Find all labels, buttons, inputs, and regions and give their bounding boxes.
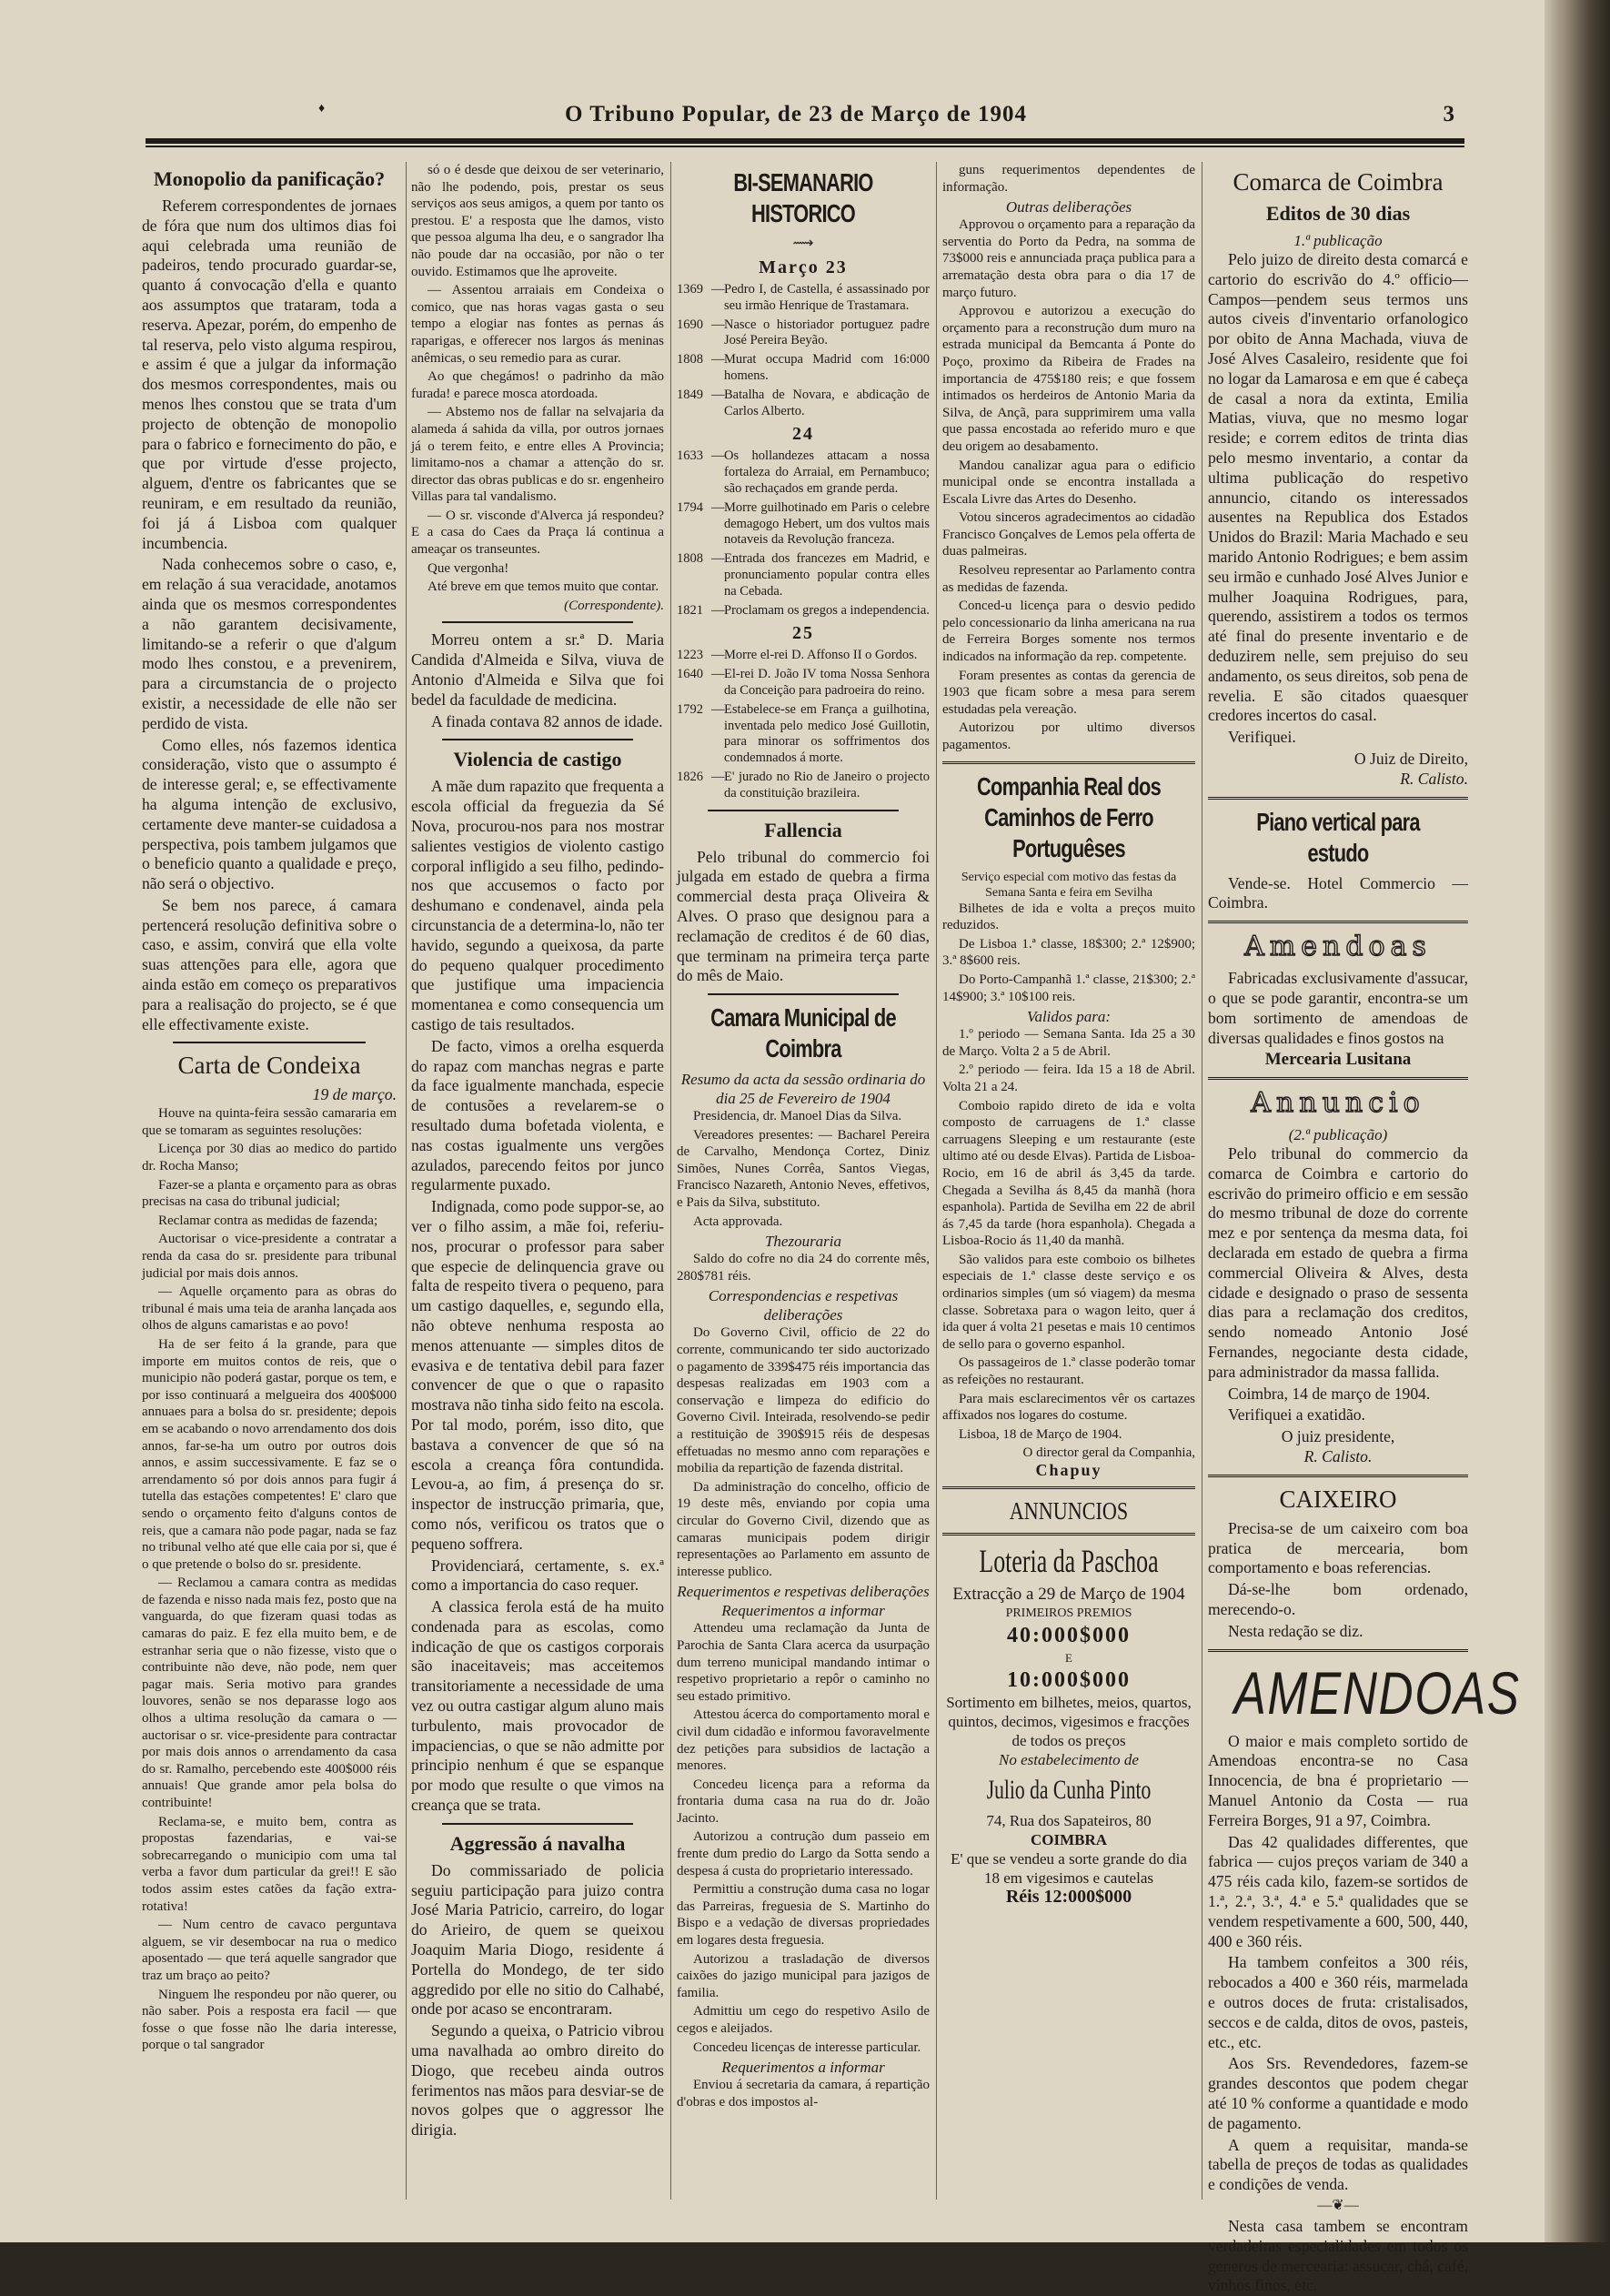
paragraph: Autorizou a trasladação de diversos caixões do jazigo municipal para jazigos de familia. [677, 1951, 930, 2000]
paragraph: Para mais esclarecimentos vêr os cartazes affixados nos logares do costume. [942, 1391, 1195, 1424]
paragraph: Conced-u licença para o desvio pedido pelo concessionario da linha americana na rua de Ferreira Borges somente nos termos indicados na informação da rep. competente. [942, 599, 1195, 665]
editos-title: Editos de 30 dias [1265, 202, 1411, 225]
camara-body [677, 1108, 930, 2110]
loteria-text: Sortimento em bilhetes, meios, quartos, quintos, decimos, vigesimos e fracções de todos os preços [946, 1693, 1192, 1749]
article-title-monopolio: Monopolio da panificação? [153, 167, 386, 190]
header-ornament: ♦ [318, 102, 327, 116]
paragraph: Do Porto-Campanhã 1.ª classe, 21$300; 2.ª 14$900; 3.ª 10$100 reis. [942, 972, 1195, 1004]
article-title-companhia: Companhia Real dos Caminhos de Ferro Portuguêses [977, 771, 1161, 862]
paragraph: Coimbra, 14 de março de 1904. [1228, 1384, 1431, 1403]
paragraph: Do Governo Civil, officio de 22 do corrente, communicando ter sido auctorizado o pagamento de 339$475 réis importancia das despesas realizadas em 1903 com a conservação e limpeza do edificio do Governo Civil. Inteirada, resolvendo-se pedir a restituição de 390$915 réis de despesas effetuadas no mesmo anno com reparações e mobilia da repartição de fazenda distrital. [677, 1325, 930, 1476]
column-rule [406, 162, 407, 2200]
obituary: Morreu ontem a sr.ª D. Maria Candida d'Almeida e Silva, viuva de Antonio d'Almeida e Silva que foi bedel da faculdade de medicina. [411, 630, 664, 709]
paragraph: Permittiu a construção duma casa no logar das Parreiras, freguesia de S. Martinho do Bispo e a vedação de diversas propriedades em logares desta freguesia. [677, 1882, 930, 1949]
paragraph: Fabricadas exclusivamente d'assucar, o que se pode garantir, encontra-se um bom sortimento de amendoas de diversas qualidades e finos gostos na [1208, 969, 1468, 1047]
paragraph: Os passageiros de 1.ª classe poderão tomar as refeições no restaurant. [942, 1355, 1195, 1388]
loteria-no: No estabelecimento de [999, 1750, 1139, 1768]
column-rule [936, 162, 937, 2200]
paragraph: Comboio rapido direto de ida e volta composto de carruagens de 1.ª classe carruagens Sleeping e um restaurante (este ultimo até ou desde Elvas). Partida de Lisboa-Rocio, em 16 de abril ás 3,45 da tarde. Chegada a Sevilha ás 8,45 da manhã (hora espanhola). Partida de Sevilha em 22 de abril ás 7,45 da tarde (hora espanhola). Chegada a Lisboa-Rocio ás 11,40 da manhã. [942, 1098, 1195, 1249]
paragraph: só o é desde que deixou de ser veterinario, não lhe podendo, pois, prestar os seus serviços aos seus amigos, a quem por tanto os prestou. E' a resposta que lhe damos, visto que pessoa alguma lha deu, e o sangrador lha não poude dar na occasião, por não o ter ouvido. Estimamos que lhe aproveite. [411, 163, 664, 279]
paragraph: De facto, vimos a orelha esquerda do rapaz com manchas negras e parte da face igualmente manchada, especie de contusões a revelarem-se o resultado duma bofetada violenta, e nas costas igualmente uns vergões azulados, parecendo feitos por junco regularmente puxado. [411, 1036, 664, 1194]
paragraph: Da administração do concelho, officio de 19 deste mês, enviando por copia uma circular do Governo Civil, dizendo que as camaras municipais podem dirigir representações ao Parlamento em assunto de interesse publico. [677, 1479, 930, 1579]
editos-signature: R. Calisto. [1400, 769, 1468, 788]
paragraph: Licença por 30 dias ao medico do partido dr. Rocha Manso; [142, 1142, 397, 1174]
companhia-signature: Chapuy [1035, 1461, 1102, 1479]
paragraph: Foram presentes as contas da gerencia de 1903 que ficam sobre a mesa para serem estudadas pela vereação. [942, 668, 1195, 717]
page-header [136, 102, 1455, 131]
loteria-premios-label: PRIMEIROS PREMIOS [1005, 1606, 1132, 1620]
amendoas-title: Amendoas [1244, 931, 1432, 963]
carta-body [142, 1105, 397, 2054]
divider [942, 761, 1195, 764]
list-item: 1792 — Estabelece-se em França a guilhotina, inventada pelo medico José Guillotin, para minorar os soffrimentos dos condemnados á morte. [677, 701, 930, 766]
amendoas-store: Mercearia Lusitana [1264, 1050, 1412, 1070]
loteria-subtitle: Extracção a 29 de Março de 1904 [952, 1584, 1185, 1604]
article-title-camara: Camara Municipal de Coimbra [710, 1003, 896, 1063]
divider [708, 993, 899, 995]
paragraph: guns requerimentos dependentes de informação. [942, 163, 1195, 195]
editos-juiz: O Juiz de Direito, [1353, 749, 1468, 768]
day-heading: 25 [792, 623, 814, 644]
list-item: 1223 — Morre el-rei D. Affonso II o Gordos. [677, 648, 918, 663]
article-title-aggressao: Aggressão á navalha [449, 1831, 626, 1855]
section-heading: Outras deliberações [1005, 198, 1132, 217]
caixeiro-title: CAIXEIRO [1279, 1485, 1397, 1513]
paragraph: Approvou o orçamento para a reparação da serventia do Porto da Pedra, na somma de 73$000 reis e annunciada praça publica para a arrematação desta obra para o dia 17 de março futuro. [942, 217, 1195, 300]
paragraph: Attestou ácerca do comportamento moral e civil dum cidadão e informou favoravelmente dez petições para subsidios de lactação a menores. [677, 1707, 930, 1774]
column-4 [942, 162, 1195, 2200]
paragraph: 1.º periodo — Semana Santa. Ida 25 a 30 de Março. Volta 2 a 5 de Abril. [942, 1027, 1195, 1059]
paragraph: — O sr. visconde d'Alverca já respondeu? E a casa do Caes da Praça lá continua a ameaçar os transeuntes. [411, 508, 664, 558]
comarca-title: Comarca de Coimbra [1233, 168, 1444, 196]
annuncio-publication: (2.ª publicação) [1288, 1126, 1388, 1144]
divider [942, 1533, 1195, 1536]
loteria-city: COIMBRA [1030, 1830, 1108, 1848]
paragraph: São validos para este comboio os bilhetes especiais de 1.ª classe deste serviço e os ordinarios simples (um só viagem) da mesma classe. Sobretaxa para o wagon leito, quer á ida quer á volta 21 pesetas e mais 10 centimos de sello para o governo espanhol. [942, 1252, 1195, 1352]
list-item: 1821 — Proclamam os gregos a independencia. [677, 602, 930, 618]
paragraph: A classica ferola está de ha muito condenada para as escolas, como indicação de que os castigos corporais são inaceitaveis; mas acceitemos transitoriamente a necessidade de uma vez ou outra castigar algum aluno mais turbulento, mais provocador de impaciencias, o que se não admitte por principio nenhum é que se espanque por modo que resulte o que vimos na creança que se trata. [411, 1597, 664, 1815]
paragraph: A quem a requisitar, manda-se tabella de preços de todas as qualidades e condições de venda. [1208, 2135, 1468, 2194]
section-heading: Thezouraria [764, 1233, 842, 1251]
list-item: 1826 — E' jurado no Rio de Janeiro o projecto da constituição brazileira. [677, 769, 930, 801]
paragraph: Vende-se. Hotel Commercio — Coimbra. [1208, 873, 1468, 912]
section-heading: Validos para: [1026, 1008, 1112, 1026]
paragraph: Referem correspondentes de jornaes de fóra que num dos ultimos dias foi aqui celebrada uma reunião de padeiros, tendo procurado guardar-se, quanto á convocação d'ella e quanto aos assumptos que trataram, toda a reserva. Apezar, porém, do empenho de tal reserva, pelo visto alguma respirou, e assim é que a julgar da informação dos mesmos correspondentes, mais ou menos lhes constou que se trata d'um projecto de obtenção de monopolio para o fabrico e fornecimento do pão, e que por virtude d'esse projecto, alguem, d'entre os fabricantes que se reuniram, e em resultado da reunião, foi já á Lisboa com qualquer incumbencia. [142, 196, 397, 552]
header-rule-thin [146, 146, 1464, 147]
signoff: (Correspondente). [564, 598, 664, 613]
paragraph: A mãe dum rapazito que frequenta a escola official da freguezia da Sé Nova, procurou-nos para nos mostrar salientes vestigios de violento castigo corporal infligido a seu filho, pedindo-nos que accusemos o facto por deshumano e condenavel, ainda pela circunstancia de a determina-lo, não ter havido, segundo a queixosa, da parte do pequeno qualquer procedimento que justifique uma impaciencia momentanea e como consequencia um castigo de tais resultados. [411, 777, 664, 1033]
section-subheading: Requerimentos a informar [721, 2059, 885, 2077]
column-rule [670, 162, 671, 2200]
list-item: 1690 — Nasce o historiador portuguez padre José Pereira Beyão. [677, 317, 930, 348]
companhia-director: O director geral da Companhia, [1022, 1445, 1195, 1461]
paragraph: Verifiquei a exatidão. [1228, 1405, 1365, 1425]
carta-continuation [411, 162, 664, 614]
paragraph: — Num centro de cavaco perguntava alguem, se vir desembocar na rua o medico aposentado — que terá aquelle sangrador que traz um braço ao peito? [142, 1918, 397, 1983]
paragraph: Approvou e autorizou a execução do orçamento para a reconstrução dum muro na estrada municipal da Bemcanta á Ponte do Poço, proximo da Ribeira de Frades na importancia de 475$180 reis; e que fossem intimados os herdeiros de Antonio Maria da Silva, de Ançã, para supprimirem uma valla que passa encostada ao referido muro e que deu origem ao desabamento. [942, 304, 1195, 454]
ornament: —❦— [1317, 2197, 1359, 2213]
paragraph: Dá-se-lhe bom ordenado, merecendo-o. [1208, 1580, 1468, 1619]
paragraph: Resolveu representar ao Parlamento contra as medidas de fazenda. [942, 563, 1195, 595]
paragraph: Fazer-se a planta e orçamento para as obras precisas na casa do tribunal judicial; [142, 1177, 397, 1210]
loteria-reis: Réis 12:000$000 [1005, 1886, 1132, 1907]
list-item: 1369 — Pedro I, de Castella, é assassinado por seu irmão Henrique de Trastamara. [677, 282, 930, 313]
paragraph: — Aquelle orçamento para as obras do tribunal é mais uma teia de aranha lançada aos olhos de alguns camaristas e ao povo! [142, 1284, 397, 1334]
list-item: 1808 — Murat occupa Madrid com 16:000 homens. [677, 352, 930, 383]
paragraph: Até breve em que temos muito que contar. [428, 579, 659, 595]
section-heading: Requerimentos e respetivas deliberações [677, 1583, 930, 1601]
annuncio-juiz: O juiz presidente, [1281, 1427, 1395, 1446]
paragraph: Autorizou por ultimo diversos pagamentos. [942, 720, 1195, 752]
paragraph: Pelo tribunal do commercio foi julgada em estado de quebra a firma commercial desta praça Oliveira & Alves. O praso que designou para a reclamação de creditos é de 60 dias, que terminam na primeira terça parte do mês de Maio. [677, 847, 930, 985]
header-title: O Tribuno Popular, de 23 de Março de 1904 [565, 102, 1027, 126]
list-item: 1794 — Morre guilhotinado em Paris o celebre demagogo Hebert, um dos vultos mais notaveis da Revolução franceza. [677, 499, 930, 548]
paragraph: Ninguem lhe respondeu por não querer, ou não saber. Pois a resposta era facil — que fosse o que fosse não lhe daria interesse, porque o tal sangrador [142, 1987, 397, 2053]
paragraph: Providenciará, certamente, s. ex.ª como a importancia do caso requer. [411, 1556, 664, 1595]
paragraph: 2.º periodo — feira. Ida 15 a 18 de Abril. Volta 21 a 24. [942, 1062, 1195, 1094]
loteria-vendor: Julio da Cunha Pinto [986, 1774, 1152, 1805]
annuncio-signature: R. Calisto. [1303, 1447, 1373, 1466]
book-binding-edge [1545, 0, 1610, 2242]
divider [1208, 921, 1468, 923]
list-item: 1633 — Os hollandezes attacam a nossa fortaleza do Arraial, em Pernambuco; são rechaçados em grande perda. [677, 448, 930, 496]
events-list [677, 648, 930, 801]
paragraph: Vereadores presentes: — Bacharel Pereira de Carvalho, Mendonça Cortez, Diniz Simões, Nunes Corrêa, Santos Viegas, Francisco Nazareth, Antonio Neves, effetivos, e Pais da Silva, substituto. [677, 1127, 930, 1211]
paragraph: Concedeu licença para a reforma da frontaria duma casa na rua do dr. João Jacinto. [677, 1777, 930, 1826]
paragraph: Pelo tribunal do commercio da comarca de Coimbra e cartorio do escrivão do primeiro officio e em sessão do mesmo tribunal de doze do corrente mez e por sentença da mesma data, foi declarada em estado de quebra a firma commercial Oliveira & Alves, desta cidade e designado o praso de sessenta dias para a reclamação dos creditos, sendo nomeado Antonio José Fernandes, negociante desta cidade, para administrador da massa fallida. [1208, 1144, 1468, 1381]
paragraph: Ao que chegámos! o padrinho da mão furada! e parece mosca atordoada. [411, 369, 664, 401]
paragraph: Votou sinceros agradecimentos ao cidadão Francisco Gonçalves de Lemos pela offerta de duas palmeiras. [942, 510, 1195, 559]
list-item: 1640 — El-rei D. João IV toma Nossa Senhora da Conceição para padroeira do reino. [677, 667, 930, 698]
day-heading: 24 [792, 424, 814, 445]
annuncios-title: ANNUNCIOS [1009, 1496, 1129, 1525]
column-3 [677, 162, 930, 2200]
paragraph: Nesta redação se diz. [1228, 1621, 1363, 1640]
loteria-address: 74, Rua dos Sapateiros, 80 [986, 1811, 1152, 1829]
amendoas-large-title: AMENDOAS [1233, 1658, 1521, 1727]
paragraph: Precisa-se de um caixeiro com boa pratica de mercearia, bom comportamento e boas referencias. [1208, 1518, 1468, 1577]
paragraph: Reclama-se, e muito bem, contra as propostas fazendarias, e vai-se sobrecarregando o municipio com uma tal verba a favor dum particular da grei!! E são todos assim estes catões da fação extra-rotativa! [142, 1814, 397, 1914]
paragraph: Nada conhecemos sobre o caso, e, em relação á sua veracidade, anotamos ainda que os mesmos correspondentes a não garantem decisivamente, limitando-se a referir o que d'algum modo lhes constou, e a prevenirem, para a circumstancia de o projecto existir, a necessidade de elle não ser perdido de vista. [142, 555, 397, 732]
annuncio-title: Annuncio [1251, 1087, 1425, 1120]
divider [942, 1486, 1195, 1489]
day-heading: Março 23 [759, 257, 848, 277]
paragraph: O maior e mais completo sortido de Amendoas encontra-se no Casa Innocencia, de bna é proprietario — Manuel Antonio da Costa — rua Ferreira Borges, 91 a 97, Coimbra. [1208, 1731, 1468, 1829]
loteria-prize-2: 10:000$000 [1007, 1667, 1131, 1692]
divider [442, 621, 633, 623]
paragraph: Indignada, como pode suppor-se, ao ver o filho assim, a mãe foi, referiu-nos, procurar o professor para saber que especie de delinquencia grave ou falta de respeito tivera o pequeno, para um castigo daquelles, e, segundo ella, não obteve nenhuma resposta ao menos attenuante — simples ditos de evasiva e de tentativa debil para fazer convencer de que o que o rapasito mostrava não tinha sido feito na escola. Por tal modo, porém, isso dito, que bastava a convencer de que só na escola a creança fôra contundida. Levou-a, ao fim, á presença do sr. inspector de instrucção primaria, que, como nós, verificou os tratos que o pequeno soffrera. [411, 1197, 664, 1553]
loteria-last: E' que se vendeu a sorte grande do dia 18 em vigesimos e cautelas [951, 1849, 1187, 1887]
ornament: ⟿ [792, 236, 814, 251]
paragraph: Se bem nos parece, á camara pertencerá resolução definitiva sobre o caso, e assim, convirá que ella volte suas attenções para elle, agora que ainda estão em começo os preparativos para a realisação do projecto, se é que elle effectivamente existe. [142, 895, 397, 1033]
loteria-prize-1: 40:000$000 [1007, 1623, 1131, 1647]
column-5 [1208, 162, 1521, 2295]
paragraph: Nesta casa tambem se encontram verdadeiras especialidades em todos os generos de mercearia: assucar, chá, café, vinhos finos, etc. [1208, 2216, 1468, 2295]
paragraph: Ha tambem confeitos a 300 réis, rebocados a 400 e 360 réis, marmelada e outros doces de fruta: cristalisados, seccos e de calda, ditos de ovos, pasteis, etc., etc. [1208, 1953, 1468, 2051]
paragraph: Mandou canalizar agua para o edificio municipal onde se encontra installada a Escala Livre das Artes do Desenho. [942, 458, 1195, 507]
paragraph: Verifiquei. [1228, 728, 1296, 747]
paragraph: — Reclamou a camara contra as medidas de fazenda e nisso nada mais fez, posto que na vanguarda, do que fizeram quasi todas as camaras do paiz. E fez ella muito bem, e de estranhar seria que o não fizesse, visto que o contribuinte não deve, não pode, nem quer pagar mais. Seria motivo para grandes louvores, senão se nos deparasse logo aos olhos a ultima resolução da camara o — auctorisar o sr. vice-presidente para contractar por mais dois annos o arrendamento da casa do sr. Ramalho, percebendo este 400$000 réis annuais! Que grande amor pela bolsa do contribuinte! [142, 1576, 397, 1811]
list-item: 1849 — Batalha de Novara, e abdicação de Carlos Alberto. [677, 387, 930, 418]
events-list [677, 282, 930, 419]
piano-title: Piano vertical para estudo [1256, 807, 1420, 867]
section-subheading: Requerimentos a informar [721, 1602, 885, 1620]
paragraph: Segundo a queixa, o Patricio vibrou uma navalhada ao ombro direito do Diogo, que recebeu ainda outros ferimentos nas mãos para desviar-se de novos golpes que o aggressor lhe dirigia. [411, 2021, 664, 2140]
loteria-title: Loteria da Paschoa [979, 1542, 1159, 1579]
events-list [677, 448, 930, 619]
paragraph: Concedeu licenças de interesse particular. [693, 2039, 921, 2055]
paragraph: Do commissariado de policia seguiu participação para juizo contra José Maria Patricio, carreiro, do logar do Arieiro, de quem se queixou Joaquim Maria Diogo, residente á Portella do Mondego, de ter sido aggredido por elle no sitio do Calhabé, onde por acaso se encontraram. [411, 1860, 664, 2019]
paragraph: Que vergonha! [428, 560, 509, 576]
section-heading: Correspondencias e respetivas deliberações [708, 1287, 899, 1324]
article-title-bisemanario: BI-SEMANARIO HISTORICO [733, 168, 873, 227]
paragraph: Como elles, nós fazemos identica consideração, visto que o assumpto é de interesse geral; e, se effectivamente ha alguma intenção de exclusivo, certamente deve manter-se cuidadosa a perspectiva, pois tambem julgamos que o beneficio quanto a qualidade e preço, não será o objectivo. [142, 735, 397, 893]
carta-date: 19 de março. [312, 1085, 397, 1104]
paragraph: Reclamar contra as medidas de fazenda; [158, 1213, 378, 1228]
paragraph: Das 42 qualidades differentes, que fabrica — cujos preços variam de 340 a 475 réis cada kilo, fazem-se sortidos de 1.ª, 2.ª, 3.ª, 4.ª e 5.ª qualidades que se vendem respetivamente a 600, 500, 440, 400 e 360 réis. [1208, 1832, 1468, 1950]
paragraph: Houve na quinta-feira sessão camararia em que se tomaram as seguintes resoluções: [142, 1106, 397, 1138]
page-number: 3 [1443, 102, 1455, 126]
divider [173, 1042, 366, 1043]
header-rule-thick [146, 138, 1464, 144]
column-1 [142, 162, 397, 2200]
paragraph: Auctorisar o vice-presidente a contratar a renda da casa do sr. presidente para tribunal judicial por mais dois annos. [142, 1232, 397, 1281]
paragraph: Saldo do cofre no dia 24 do corrente mês, 280$781 réis. [677, 1252, 930, 1284]
paragraph: De Lisboa 1.ª classe, 18$300; 2.ª 12$900; 3.ª 8$600 reis. [942, 936, 1195, 969]
divider [1208, 1475, 1468, 1477]
paragraph: Ha de ser feito á la grande, para que importe em muitos contos de reis, que o municipio não poderá gastar, porque os tem, e por isso continuará a melgueira dos 400$000 annuaes para a bolsa do sr. presidente; depois em se acabando o novo arrendamento dos dois annos, far-se-ha um outro por outros dois annos, e assim successivamente. E faz se o arrendamento só por dois annos para fugir á tutella das estações competentes! E' claro que sendo o orçamento feito d'alguns contos de reis, que a camara não pode pagar, nada se faz no tribunal velho até que elle caia por si, que é o que pretende o bolso do sr. presidente. [142, 1336, 397, 1572]
article-title-carta: Carta de Condeixa [177, 1052, 361, 1080]
paragraph: — Abstemo nos de fallar na selvajaria da alameda á sahida da villa, por outros jornaes já o terem feito, e entre elles A Provincia; limitamo-nos a chamar a attenção do sr. director das obras publicas e do sr. engenheiro Villas para tal vandalismo. [411, 405, 664, 505]
divider [1208, 1649, 1468, 1652]
paragraph: Lisboa, 18 de Março de 1904. [959, 1426, 1122, 1442]
divider [708, 810, 899, 811]
obituary: A finada contava 82 annos de idade. [431, 711, 663, 730]
divider [1208, 797, 1468, 800]
loteria-and: E [1065, 1650, 1072, 1665]
article-title-fallencia: Fallencia [764, 818, 842, 841]
paragraph: Admittiu um cego do respetivo Asilo de cegos e aleijados. [677, 2004, 930, 2036]
companhia-body [942, 901, 1195, 1479]
divider [442, 1823, 633, 1825]
paragraph: Acta approvada. [693, 1213, 783, 1229]
paragraph: Enviou á secretaria da camara, á repartição d'obras e dos impostos al- [677, 2078, 930, 2110]
camara-subtitle: Resumo da acta da sessão ordinaria do dia 25 de Fevereiro de 1904 [680, 1071, 926, 1108]
paragraph: Autorizou a contrução dum passeio em frente dum predio do Largo da Sotta sendo a despesa á custa do proprietario interessado. [677, 1829, 930, 1878]
article-title-violencia: Violencia de castigo [453, 748, 622, 771]
paragraph: Bilhetes de ida e volta a preços muito reduzidos. [942, 901, 1195, 933]
editos-publication: 1.ª publicação [1293, 232, 1383, 249]
camara-continuation [942, 162, 1195, 754]
paragraph: Attendeu uma reclamação da Junta de Parochia de Santa Clara acerca da usurpação dum terreno municipal mandando intimar o respetivo proprietario a repôr o caminho no seu estado primitivo. [677, 1621, 930, 1704]
divider [1208, 1077, 1468, 1080]
paragraph: Pelo juizo de direito desta comarcá e cartorio do escrivão do 4.º officio—Campos—pendem seus termos uns autos civeis d'inventario orfanologico por obito de Anna Machada, viuva de José Alves Casaleiro, residente que foi no logar da Lamarosa e em que é cabeça de casal a nora da extinta, Emilia Matias, viuva, que no mesmo logar reside; e correm editos de trinta dias pelo mesmo inventario, a contar da ultima publicação do respetivo annuncio, citando os interessados ausentes na Republica dos Estados Unidos do Brazil: Maria Machado e seu marido Antonio Rodrigues; e bem assim seu irmão e cunhado José Alves Junior e mulher Joaquina Rodrigues, para, querendo, assistirem a todos os termos até final do presente inventario e de deduzirem nelle, sem prejuiso do seu andamento, os seus direitos, sob pena de revelia. E são citados quaesquer credores incertos do casal. [1208, 250, 1468, 725]
column-2 [411, 162, 664, 2200]
paragraph: Presidencia, dr. Manoel Dias da Silva. [693, 1109, 902, 1124]
paragraph: — Assentou arraiais em Condeixa o comico, que nas horas vagas gasta o seu tempo a elogiar nas fontes as pernas ás raparigas, e offerecer nos largos ás meninas anêmicas, o seu remedio para as curar. [411, 283, 664, 366]
paragraph: Aos Srs. Revendedores, fazem-se grandes descontos que podem chegar até 10 % conforme a quantidade e modo de pagamento. [1208, 2054, 1468, 2132]
companhia-subtitle: Serviço especial com motivo das festas da Semana Santa e feira em Sevilha [961, 870, 1177, 900]
divider [442, 739, 633, 740]
list-item: 1808 — Entrada dos francezes em Madrid, e pronunciamento popular contra elles na Cebada. [677, 551, 930, 599]
